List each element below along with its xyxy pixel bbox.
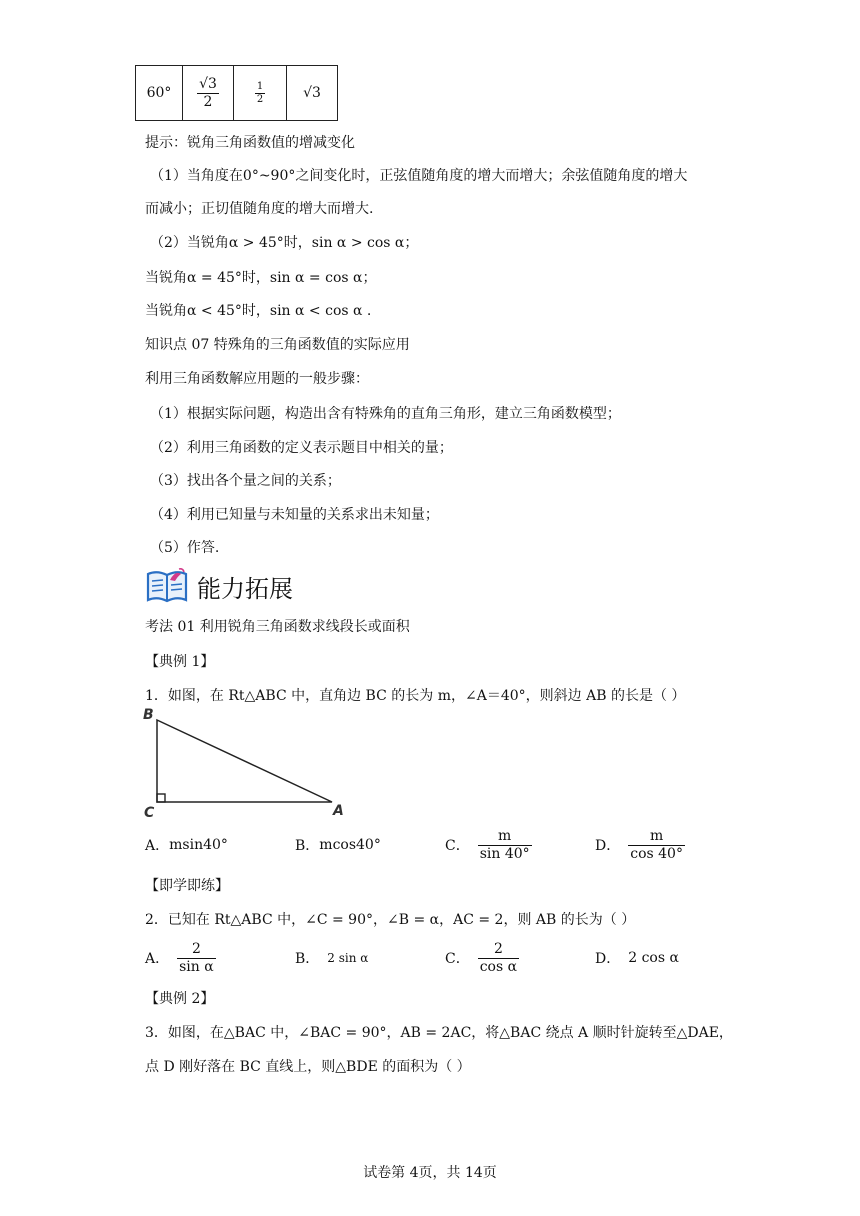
choice-text: msin40° xyxy=(169,837,228,853)
angle-cell xyxy=(136,66,183,121)
choice-letter: B． xyxy=(295,951,320,967)
sin-cell xyxy=(183,66,234,121)
choice-letter: C． xyxy=(445,951,470,967)
choice-c[interactable] xyxy=(445,936,519,980)
step-5: （5）作答. xyxy=(150,540,220,556)
example2-tag: 【典例 2】 xyxy=(145,991,215,1007)
choice-letter: A． xyxy=(145,951,170,967)
fraction-numerator: 2 xyxy=(177,941,216,958)
fraction-numerator: m xyxy=(628,828,685,845)
page-footer: 试卷第 4页，共 14页 xyxy=(363,1165,497,1181)
tan-cell xyxy=(287,66,338,121)
choice-fraction xyxy=(478,828,532,861)
method-title: 考法 01 利用锐角三角函数求线段长或面积 xyxy=(145,619,410,635)
cos-numerator: 1 xyxy=(256,81,264,92)
cos-denominator: 2 xyxy=(256,93,264,105)
vertex-label-b: B xyxy=(143,707,154,723)
book-icon xyxy=(145,566,189,606)
example2-question-line1: 3．如图，在△BAC 中，∠BAC = 90°，AB = 2AC，将△BAC 绕点 A 顺时针旋转至△DAE， xyxy=(145,1025,733,1041)
section-title: 能力拓展 xyxy=(197,574,293,603)
fraction-numerator: m xyxy=(478,828,532,845)
tip-p1a: （1）当角度在0°~90°之间变化时，正弦值随角度的增大而增大；余弦值随角度的增大 xyxy=(150,168,688,184)
step-1: （1）根据实际问题，构造出含有特殊角的直角三角形，建立三角函数模型； xyxy=(150,406,621,422)
example1-choices xyxy=(145,823,745,867)
choice-letter: D． xyxy=(595,951,621,967)
tip-p4: 当锐角α < 45°时，sin α < cos α . xyxy=(145,303,372,319)
fraction-denominator: sin α xyxy=(179,958,214,975)
choice-fraction xyxy=(177,941,216,974)
fraction-denominator: cos 40° xyxy=(630,845,683,862)
practice-question: 2．已知在 Rt△ABC 中，∠C = 90°，∠B = α，AC = 2，则 AB 的长为（ ） xyxy=(145,912,636,928)
practice-choices xyxy=(145,936,745,980)
fraction-numerator: 2 xyxy=(478,941,519,958)
cos-cell xyxy=(234,66,287,121)
trig-values-table xyxy=(135,65,338,121)
choice-d[interactable] xyxy=(595,936,679,980)
tip-p1b: 而减小；正切值随角度的增大而增大. xyxy=(145,201,374,217)
practice-tag: 【即学即练】 xyxy=(145,878,229,894)
knowledge-title: 知识点 07 特殊角的三角函数值的实际应用 xyxy=(145,337,410,353)
right-triangle-figure xyxy=(140,703,350,823)
step-4: （4）利用已知量与未知量的关系求出未知量； xyxy=(150,507,439,523)
choice-letter: A． xyxy=(145,838,170,854)
cos-fraction xyxy=(255,81,265,105)
choice-text: mcos40° xyxy=(319,837,381,853)
choice-c[interactable] xyxy=(445,823,532,867)
example1-tag: 【典例 1】 xyxy=(145,654,215,670)
example2-question-line2: 点 D 刚好落在 BC 直线上，则△BDE 的面积为（ ） xyxy=(145,1059,471,1075)
choice-b[interactable] xyxy=(295,823,381,867)
right-angle-mark xyxy=(157,794,165,802)
tip-title: 提示：锐角三角函数值的增减变化 xyxy=(145,135,355,151)
choice-letter: C． xyxy=(445,838,470,854)
choice-b[interactable] xyxy=(295,936,368,980)
sin-denominator: 2 xyxy=(203,93,213,110)
section-heading xyxy=(145,565,293,607)
fraction-denominator: sin 40° xyxy=(479,845,530,862)
step-3: （3）找出各个量之间的关系； xyxy=(150,473,341,489)
choice-a[interactable] xyxy=(145,936,216,980)
sin-fraction xyxy=(197,76,219,109)
tip-p2: （2）当锐角α > 45°时，sin α > cos α； xyxy=(150,235,419,251)
tan-value: √3 xyxy=(303,85,321,101)
choice-d[interactable] xyxy=(595,823,685,867)
choice-text: 2 cos α xyxy=(628,950,679,966)
table-row xyxy=(136,66,338,121)
angle-value: 60° xyxy=(146,85,172,101)
knowledge-intro: 利用三角函数解应用题的一般步骤： xyxy=(145,371,369,387)
vertex-label-c: C xyxy=(144,805,155,821)
sin-numerator: √3 xyxy=(199,76,217,93)
choice-letter: D． xyxy=(595,838,621,854)
choice-fraction xyxy=(628,828,685,861)
choice-text: 2 sin α xyxy=(327,951,369,965)
choice-fraction xyxy=(478,941,519,974)
choice-letter: B． xyxy=(295,838,320,854)
step-2: （2）利用三角函数的定义表示题目中相关的量； xyxy=(150,440,453,456)
triangle-outline xyxy=(157,720,332,802)
tip-p3: 当锐角α = 45°时，sin α = cos α； xyxy=(145,270,377,286)
choice-a[interactable] xyxy=(145,823,228,867)
vertex-label-a: A xyxy=(333,803,344,819)
example1-question: 1．如图，在 Rt△ABC 中，直角边 BC 的长为 m，∠A＝40°，则斜边 AB 的长是（ ） xyxy=(145,688,686,704)
fraction-denominator: cos α xyxy=(479,958,518,975)
